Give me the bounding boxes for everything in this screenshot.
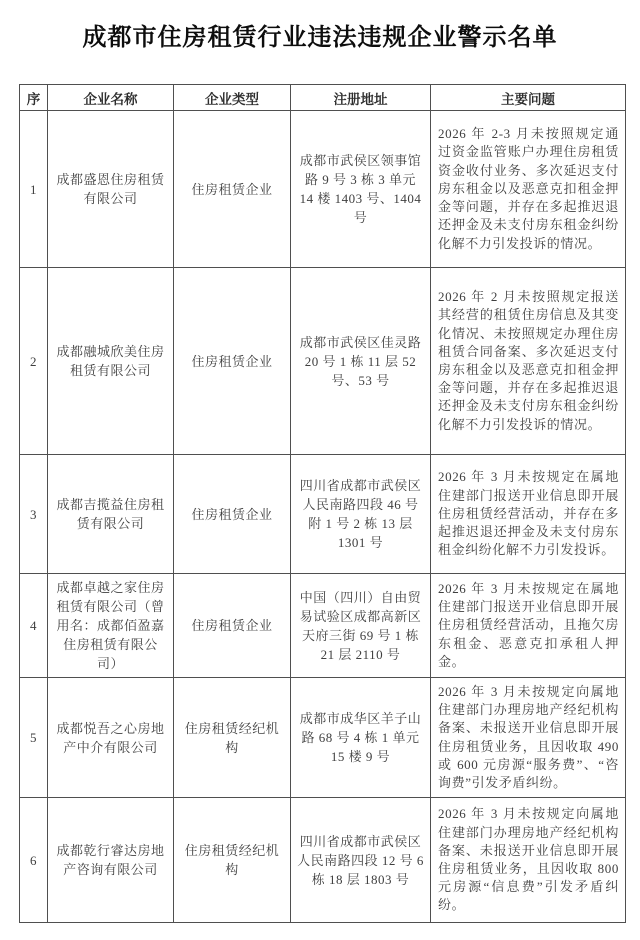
cell-company-type: 住房租赁企业 [174, 111, 291, 268]
cell-company-name: 成都乾行睿达房地产咨询有限公司 [48, 798, 174, 923]
header-company-type: 企业类型 [174, 85, 291, 111]
cell-address: 四川省成都市武侯区人民南路四段 12 号 6 栋 18 层 1803 号 [291, 798, 431, 923]
cell-company-type: 住房租赁企业 [174, 574, 291, 678]
table-row [20, 678, 626, 798]
cell-company-type: 住房租赁企业 [174, 268, 291, 455]
table-row [20, 798, 626, 923]
cell-issue: 2026 年 2-3 月未按照规定通过资金监管账户办理住房租赁资金收付业务、多次延迟支付房东租金以及恶意克扣租金押金等问题，并存在多起推迟退还押金及未支付房东租金纠纷化解不力引发投诉的情况。 [431, 111, 626, 268]
cell-address: 四川省成都市武侯区人民南路四段 46 号附 1 号 2 栋 13 层 1301 号 [291, 455, 431, 574]
cell-address: 成都市成华区羊子山路 68 号 4 栋 1 单元 15 楼 9 号 [291, 678, 431, 798]
header-main-issues: 主要问题 [431, 85, 626, 111]
cell-company-name: 成都融城欣美住房租赁有限公司 [48, 268, 174, 455]
cell-seq: 2 [20, 268, 48, 455]
cell-address: 中国（四川）自由贸易试验区成都高新区天府三街 69 号 1 栋 21 层 2110 号 [291, 574, 431, 678]
table-row [20, 111, 626, 268]
table-row [20, 574, 626, 678]
cell-company-type: 住房租赁经纪机构 [174, 798, 291, 923]
table-row [20, 455, 626, 574]
cell-issue: 2026 年 3 月未按规定在属地住建部门报送开业信息即开展住房租赁经营活动，并存在多起推迟退还押金及未支付房东租金纠纷化解不力引发投诉。 [431, 455, 626, 574]
cell-company-name: 成都盛恩住房租赁有限公司 [48, 111, 174, 268]
cell-company-name: 成都吉揽益住房租赁有限公司 [48, 455, 174, 574]
cell-company-name: 成都卓越之家住房租赁有限公司（曾用名：成都佰盈嘉住房租赁有限公司） [48, 574, 174, 678]
header-registered-address: 注册地址 [291, 85, 431, 111]
cell-company-type: 住房租赁经纪机构 [174, 678, 291, 798]
cell-seq: 4 [20, 574, 48, 678]
cell-seq: 3 [20, 455, 48, 574]
cell-address: 成都市武侯区佳灵路 20 号 1 栋 11 层 52 号、53 号 [291, 268, 431, 455]
cell-seq: 1 [20, 111, 48, 268]
header-company-name: 企业名称 [48, 85, 174, 111]
cell-seq: 5 [20, 678, 48, 798]
cell-issue: 2026 年 3 月未按规定在属地住建部门报送开业信息即开展住房租赁经营活动，且拖欠房东租金、恶意克扣承租人押金。 [431, 574, 626, 678]
document-title: 成都市住房租赁行业违法违规企业警示名单 [82, 25, 558, 51]
warning-list-table [19, 84, 626, 923]
cell-issue: 2026 年 3 月未按规定向属地住建部门办理房地产经纪机构备案、未报送开业信息即开展住房租赁业务，且因收取 800 元房源“信息费”引发矛盾纠纷。 [431, 798, 626, 923]
header-seq: 序 [20, 85, 48, 111]
cell-company-type: 住房租赁企业 [174, 455, 291, 574]
cell-company-name: 成都悦吾之心房地产中介有限公司 [48, 678, 174, 798]
cell-issue: 2026 年 3 月未按规定向属地住建部门办理房地产经纪机构备案、未报送开业信息即开展住房租赁业务，且因收取 490 或 600 元房源“服务费”、“咨询费”引发矛盾纠纷。 [431, 678, 626, 798]
cell-address: 成都市武侯区领事馆路 9 号 3 栋 3 单元 14 楼 1403 号、1404 号 [291, 111, 431, 268]
cell-seq: 6 [20, 798, 48, 923]
table-header-row [20, 85, 626, 111]
table-row [20, 268, 626, 455]
cell-issue: 2026 年 2 月未按照规定报送其经营的租赁住房信息及其变化情况、未按照规定办理住房租赁合同备案、多次延迟支付房东租金以及恶意克扣租金押金等问题，并存在多起推迟退还押金及未支付房东租金纠纷化解不力引发投诉的情况。 [431, 268, 626, 455]
